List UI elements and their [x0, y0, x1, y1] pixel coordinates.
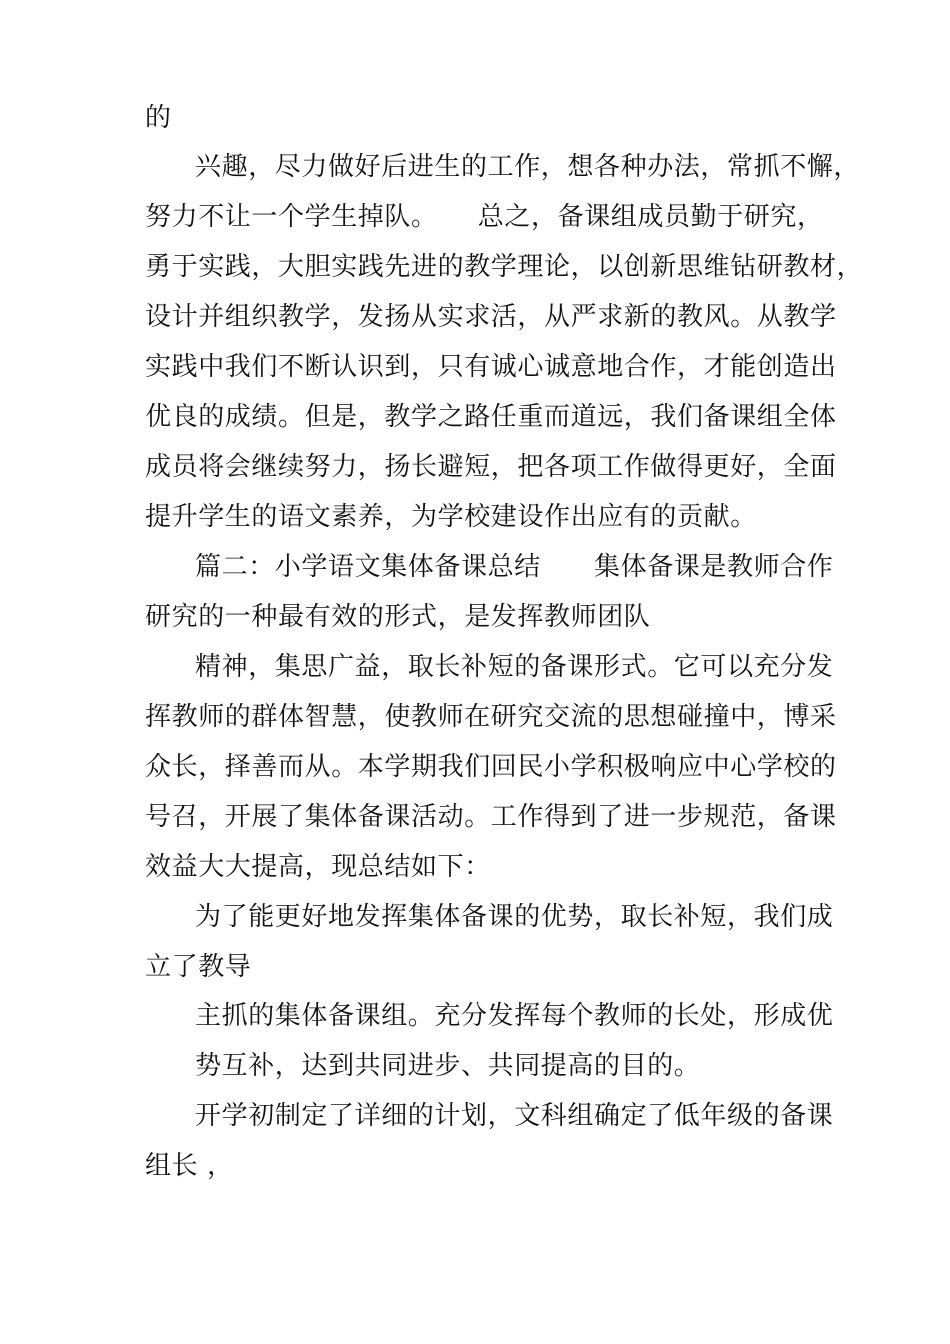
text-line: 众长，择善而从。本学期我们回民小学积极响应中心学校的	[145, 752, 837, 782]
text-line: 主抓的集体备课组。充分发挥每个教师的长处，形成优	[195, 1001, 834, 1031]
section-heading-line: 篇二：小学语文集体备课总结 集体备课是教师合作	[195, 552, 834, 582]
text-line: 研究的一种最有效的形式，是发挥教师团队	[145, 602, 651, 632]
text-line: 实践中我们不断认识到，只有诚心诚意地合作，才能创造出	[145, 352, 837, 382]
text-line: 立了教导	[145, 952, 252, 982]
text-line: 号召，开展了集体备课活动。工作得到了进一步规范，备课	[145, 802, 837, 832]
text-line: 的	[145, 103, 172, 133]
text-line: 设计并组织教学，发扬从实求活，从严求新的教风。从教学	[145, 302, 837, 332]
text-line: 精神，集思广益，取长补短的备课形式。它可以充分发	[195, 652, 834, 682]
text-line: 提升学生的语文素养，为学校建设作出应有的贡献。	[145, 502, 757, 532]
text-line: 勇于实践，大胆实践先进的教学理论，以创新思维钻研教材，	[145, 252, 864, 282]
text-line: 势互补，达到共同进步、共同提高的目的。	[195, 1051, 701, 1081]
text-line: 优良的成绩。但是，教学之路任重而道远，我们备课组全体	[145, 402, 837, 432]
text-line: 为了能更好地发挥集体备课的优势，取长补短，我们成	[195, 902, 834, 932]
text-line: 兴趣，尽力做好后进生的工作，想各种办法，常抓不懈，	[195, 152, 861, 182]
text-line: 组长 ，	[145, 1151, 234, 1181]
text-line: 成员将会继续努力，扬长避短，把各项工作做得更好，全面	[145, 452, 837, 482]
text-line: 努力不让一个学生掉队。 总之，备课组成员勤于研究，	[145, 202, 824, 232]
text-line: 挥教师的群体智慧，使教师在研究交流的思想碰撞中，博采	[145, 702, 837, 732]
text-line: 开学初制定了详细的计划，文科组确定了低年级的备课	[195, 1101, 834, 1131]
text-line: 效益大大提高，现总结如下：	[145, 852, 491, 882]
